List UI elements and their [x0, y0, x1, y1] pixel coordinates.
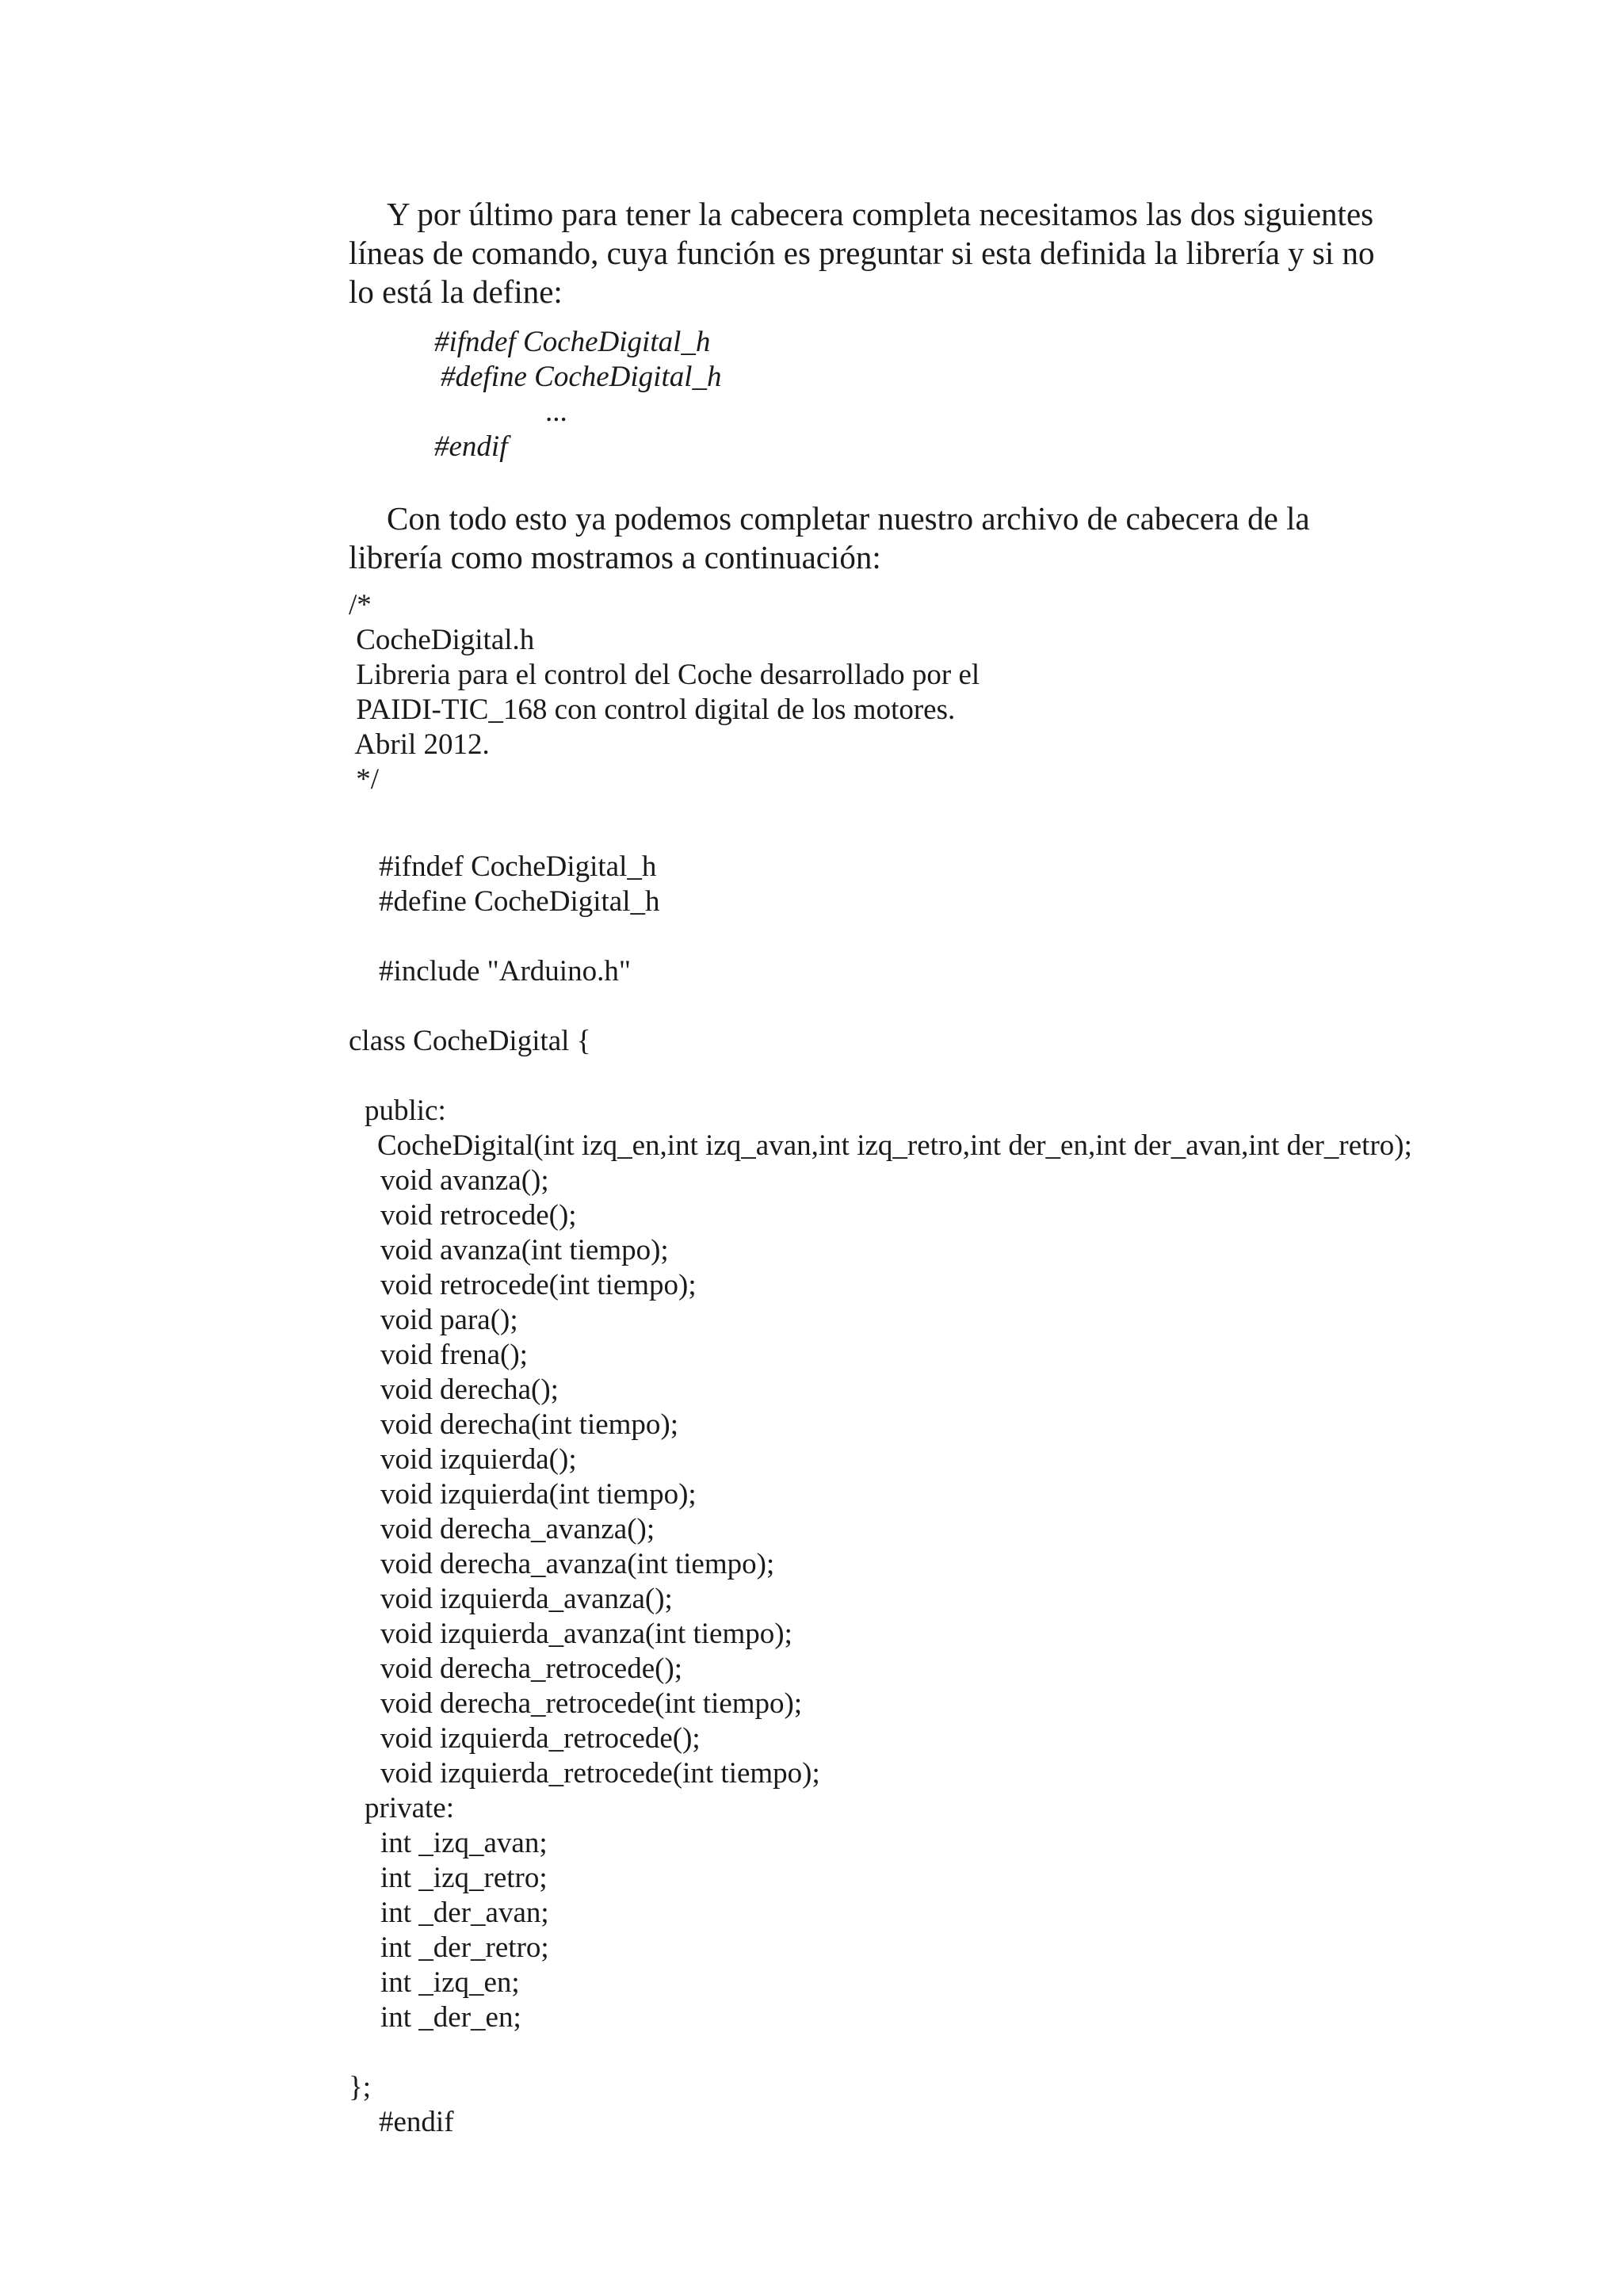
second-line-1: Con todo esto ya podemos completar nuestro archivo de cabecera de la — [387, 500, 1310, 537]
second-line-2: librería como mostramos a continuación: — [349, 539, 881, 575]
code-line: int _der_avan; — [380, 1897, 549, 1929]
code-line: #define CocheDigital_h — [379, 885, 660, 918]
code-line: int _izq_retro; — [380, 1862, 548, 1894]
code-line: void derecha(int tiempo); — [380, 1408, 679, 1441]
code-line: void derecha_avanza(); — [380, 1513, 655, 1545]
code-line: void derecha_retrocede(); — [380, 1652, 683, 1685]
code-line: void izquierda(int tiempo); — [380, 1478, 697, 1511]
intro-line-2: líneas de comando, cuya función es preguntar si esta definida la librería y si no — [349, 235, 1375, 271]
code-line: void derecha_retrocede(int tiempo); — [380, 1687, 803, 1720]
code-line: PAIDI-TIC_168 con control digital de los motores. — [349, 693, 956, 726]
code-line: /* — [349, 589, 372, 621]
code-line: void avanza(int tiempo); — [380, 1234, 669, 1266]
code-line: Abril 2012. — [349, 728, 490, 761]
code-line: void para(); — [380, 1304, 518, 1336]
code-line: void izquierda_avanza(int tiempo); — [380, 1618, 792, 1650]
code-line: CocheDigital(int izq_en,int izq_avan,int izq_retro,int der_en,int der_avan,int der_retro); — [377, 1129, 1412, 1162]
code-line: int _izq_avan; — [380, 1827, 548, 1859]
guard-line-ifndef: #ifndef CocheDigital_h — [434, 326, 711, 358]
guard-line-endif: #endif — [434, 430, 508, 463]
code-line: int _der_retro; — [380, 1931, 549, 1964]
code-line: #ifndef CocheDigital_h — [379, 850, 657, 883]
code-line: #include "Arduino.h" — [379, 955, 631, 988]
code-line: void derecha_avanza(int tiempo); — [380, 1548, 775, 1580]
code-line: Libreria para el control del Coche desarrollado por el — [349, 659, 980, 691]
code-line: void retrocede(int tiempo); — [380, 1269, 697, 1301]
code-line: void izquierda_avanza(); — [380, 1583, 673, 1615]
code-line: #endif — [379, 2106, 454, 2138]
intro-line-1: Y por último para tener la cabecera completa necesitamos las dos siguientes — [387, 196, 1374, 232]
code-line: void izquierda_retrocede(int tiempo); — [380, 1757, 820, 1790]
code-line: void izquierda(); — [380, 1443, 577, 1476]
intro-line-3: lo está la define: — [349, 273, 563, 310]
code-line: class CocheDigital { — [349, 1025, 591, 1057]
code-line: void frena(); — [380, 1339, 528, 1371]
code-line: int _izq_en; — [380, 1966, 520, 1999]
code-line: CocheDigital.h — [349, 624, 535, 656]
guard-line-define: #define CocheDigital_h — [441, 361, 722, 393]
code-line: void izquierda_retrocede(); — [380, 1722, 701, 1755]
code-line: int _der_en; — [380, 2001, 521, 2034]
code-line: void retrocede(); — [380, 1199, 577, 1232]
code-line: private: — [365, 1792, 455, 1824]
second-paragraph — [349, 499, 1395, 577]
intro-paragraph — [349, 195, 1395, 311]
guard-line-ellipsis: ... — [545, 395, 567, 428]
code-line: }; — [349, 2071, 372, 2103]
code-line: public: — [365, 1095, 446, 1127]
code-line: void derecha(); — [380, 1373, 559, 1406]
code-line: */ — [349, 763, 380, 796]
code-line: void avanza(); — [380, 1164, 549, 1197]
